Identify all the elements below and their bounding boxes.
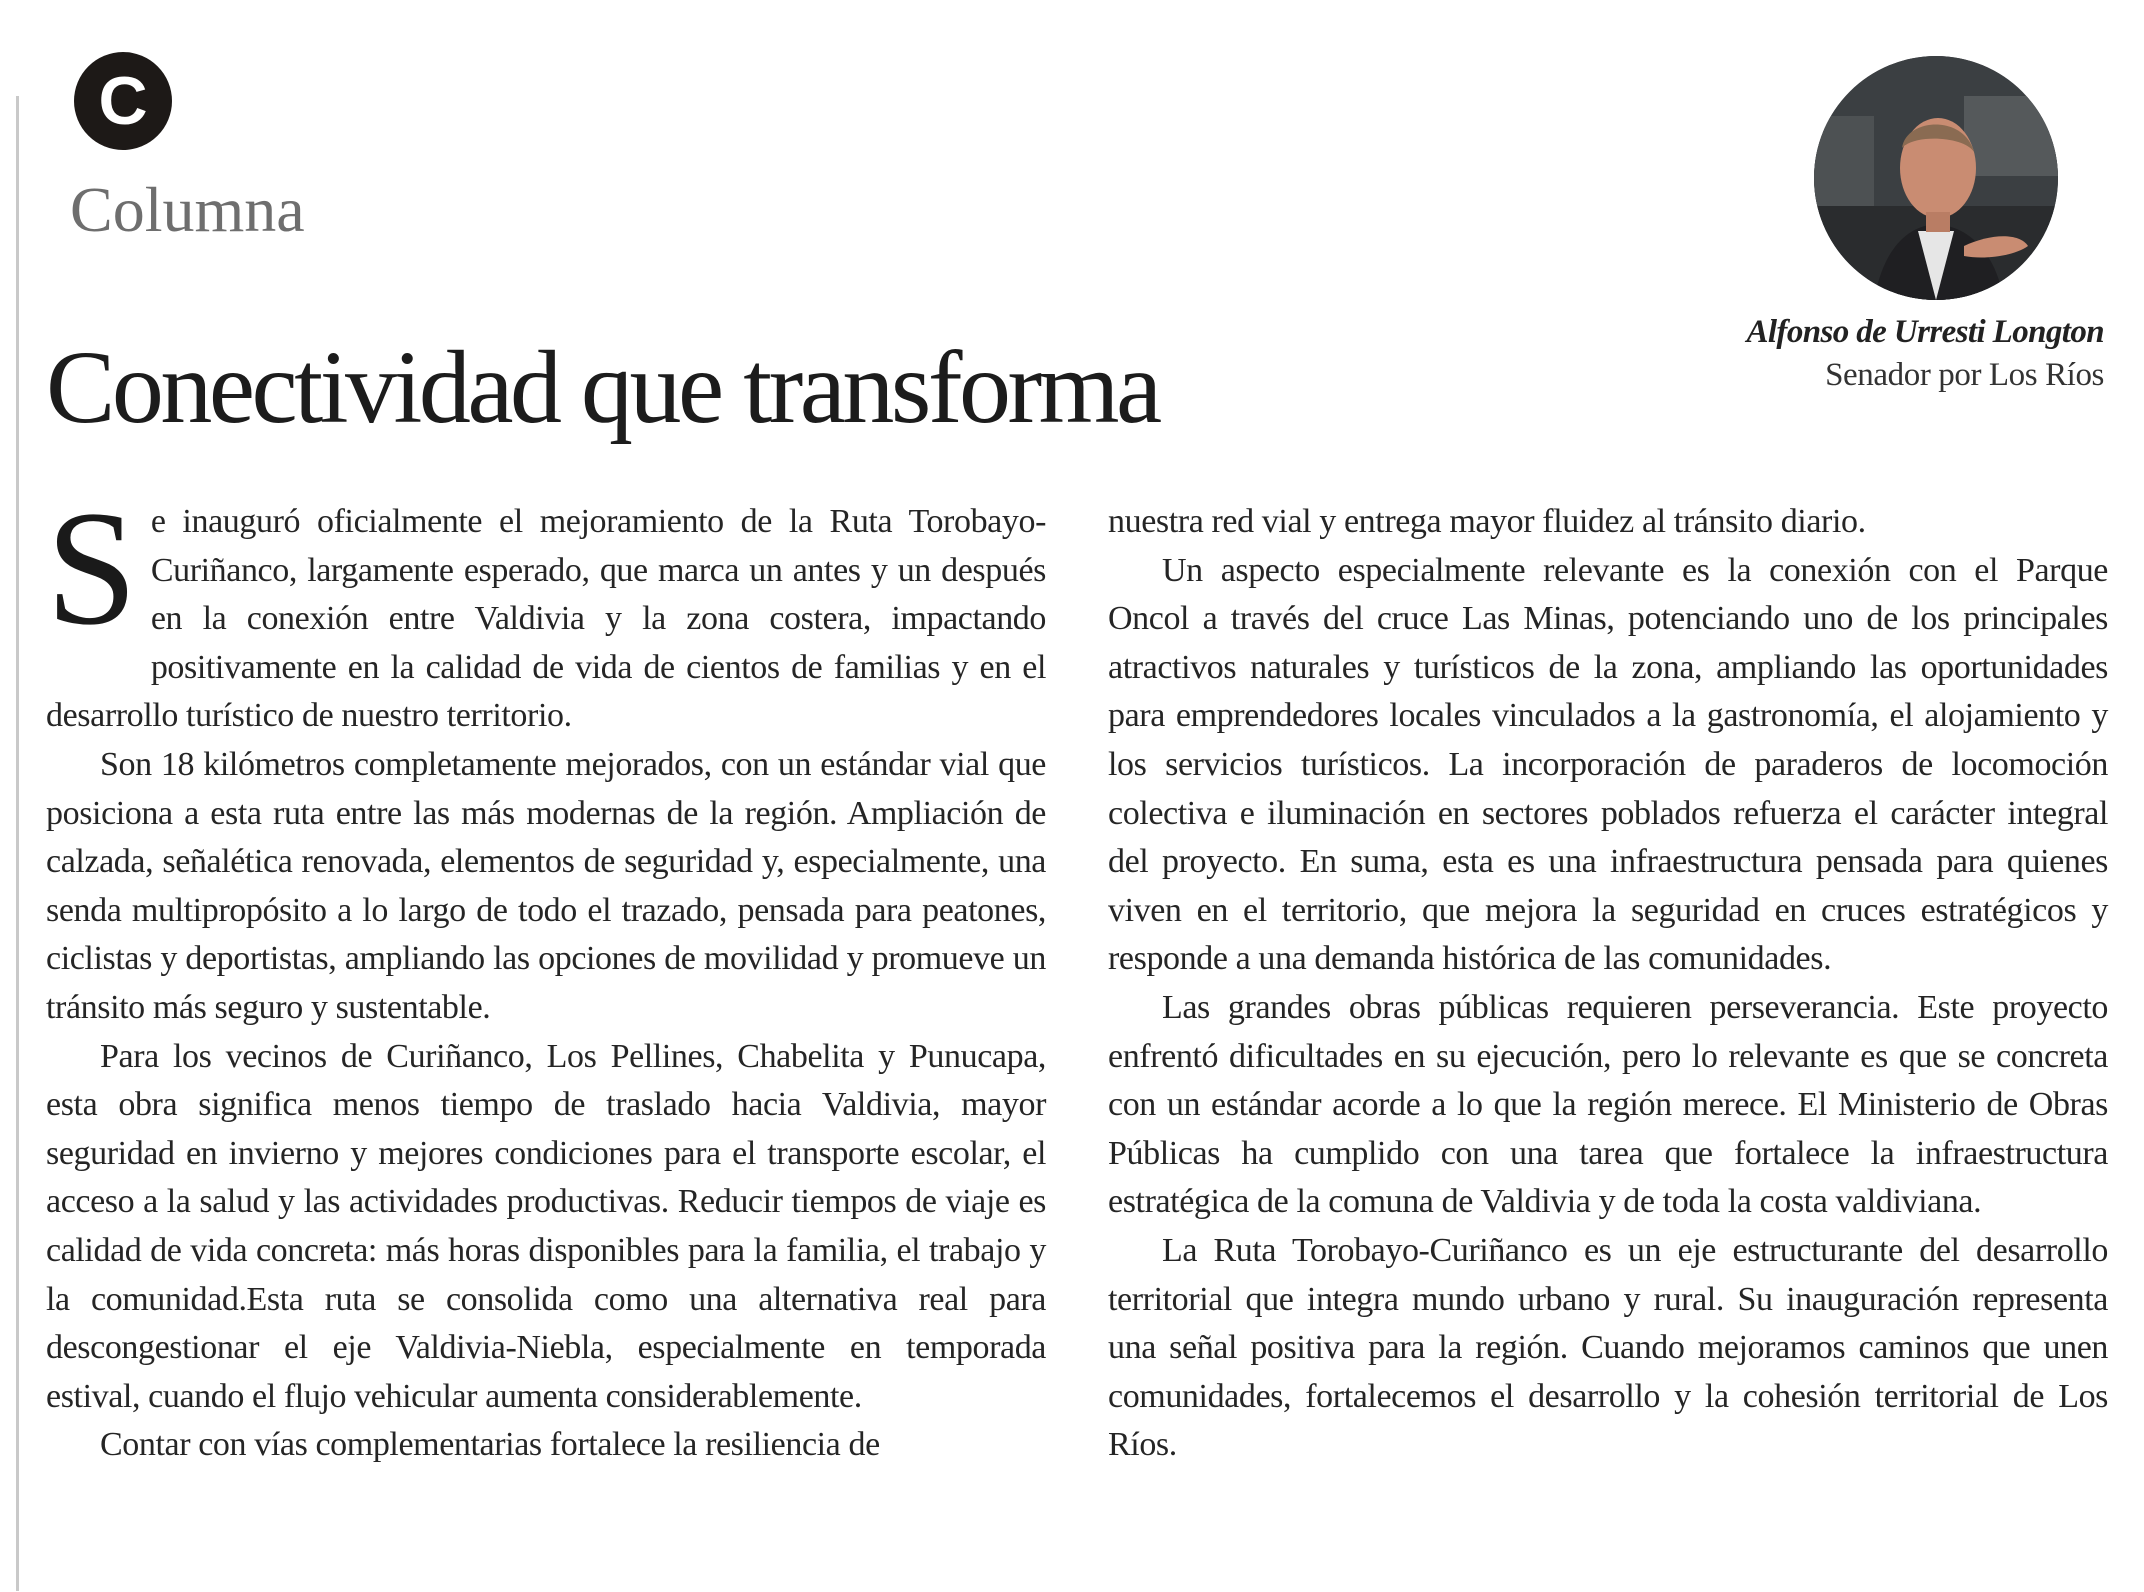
author-byline: [1746, 312, 2104, 398]
paragraph: La Ruta Torobayo-Curiñanco es un eje estructurante del desarrollo territorial que integra mundo urbano y rural. Su inauguración representa una señal positiva para la región. Cuando mejoramos caminos que unen comunidades, fortalecemos el desarrollo y la cohesión territorial de Los Ríos.: [1108, 1231, 2108, 1464]
paragraph: Son 18 kilómetros completamente mejorados, con un estándar vial que posiciona a esta ruta entre las más modernas de la región. Ampliación de calzada, señalética renovada, elementos de seguridad y, especialmente, una senda multipropósito a lo largo de todo el trazado, pensada para peatones, ciclistas y deportistas, ampliando las opciones de movilidad y promueve un tránsito más seguro y sustentable.: [46, 745, 1046, 1026]
author-portrait-icon: [1814, 56, 2058, 300]
paragraph: Para los vecinos de Curiñanco, Los Pellines, Chabelita y Punucapa, esta obra significa menos tiempo de traslado hacia Valdivia, mayor seguridad en invierno y mejores condiciones para el transporte escolar, el acceso a la salud y las actividades productivas. Reducir tiempos de viaje es calidad de vida concreta: más horas disponibles para la familia, el trabajo y la comunidad.Esta ruta se consolida como una alternativa real para descongestionar el eje Valdivia-Niebla, especialmente en temporada estival, cuando el flujo vehicular aumenta considerablemente.: [46, 1037, 1046, 1415]
paragraph-continuation: nuestra red vial y entrega mayor fluidez al tránsito diario.: [1108, 503, 1866, 540]
article-column-left: [46, 478, 1046, 1470]
article-column-right: [1108, 498, 2108, 1470]
paragraph-text: e inauguró oficialmente el mejoramiento de la Ruta Torobayo-Curiñanco, largamente esperado, que marca un antes y un después en la conexión entre Valdivia y la zona costera, impactando positivamente en la calidad de vida de cientos de familias y en el desarrollo turístico de nuestro territorio.: [46, 503, 1046, 735]
section-label: Columna: [70, 174, 305, 245]
author-role: Senador por Los Ríos: [1825, 357, 2104, 394]
paragraph: [46, 478, 1046, 741]
left-margin-rule: [16, 96, 19, 1591]
section-badge: C: [74, 52, 172, 150]
drop-cap: S: [46, 478, 137, 659]
paragraph: Contar con vías complementarias fortalece la resiliencia de: [100, 1426, 880, 1464]
headline: Conectividad que transforma: [46, 330, 1159, 445]
paragraph: Las grandes obras públicas requieren perseverancia. Este proyecto enfrentó dificultades en su ejecución, pero lo relevante es que se concreta con un estándar acorde a lo que la región merece. El Ministerio de Obras Públicas ha cumplido con una tarea que fortalece la infraestructura estratégica de la comuna de Valdivia y de toda la costa valdiviana.: [1108, 988, 2108, 1221]
author-photo: [1814, 56, 2058, 300]
paragraph: Un aspecto especialmente relevante es la conexión con el Parque Oncol a través del cruce Las Minas, potenciando uno de los principales atractivos naturales y turísticos de la zona, ampliando las oportunidades para emprendedores locales vinculados a la gastronomía, el alojamiento y los servicios turísticos. La incorporación de paraderos de locomoción colectiva e iluminación en sectores poblados refuerza el carácter integral del proyecto. En suma, esta es una infraestructura pensada para quienes viven en el territorio, que mejora la seguridad en cruces estratégicos y responde a una demanda histórica de las comunidades.: [1108, 551, 2108, 978]
author-name: Alfonso de Urresti Longton: [1746, 314, 2104, 350]
